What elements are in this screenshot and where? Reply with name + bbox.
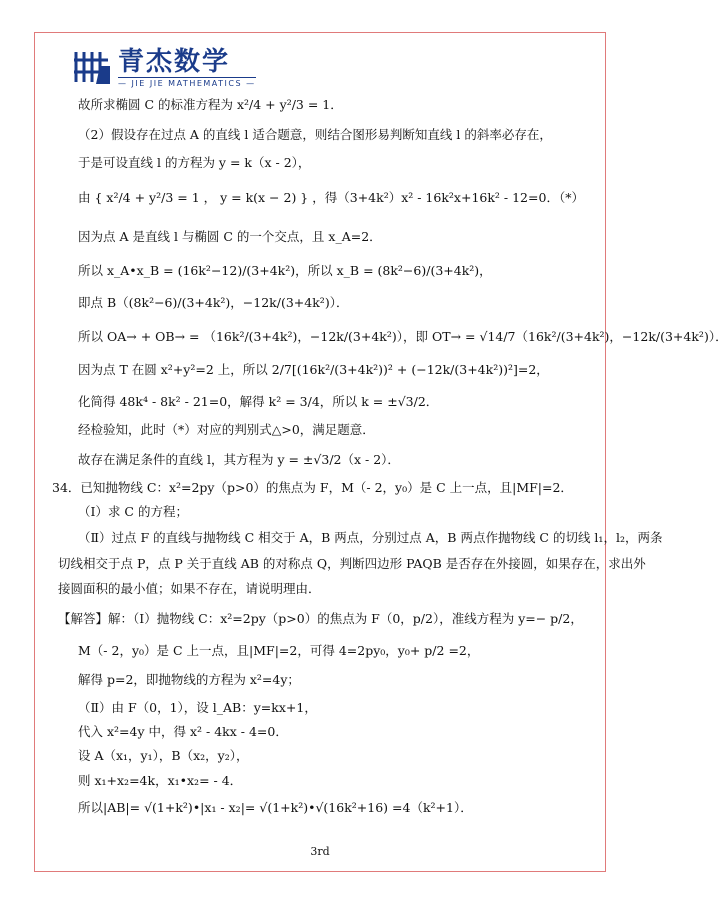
- logo-english-name: — JIE JIE MATHEMATICS —: [118, 78, 256, 88]
- line-08: 所以 OA→ + OB→ = （16k²/(3+4k²)，−12k/(3+4k²)），即 OT→ = √14/7（16k²/(3+4k²)，−12k/(3+4k²)）．: [78, 329, 728, 344]
- line-03: 于是可设直线 l 的方程为 y = k（x - 2），: [78, 155, 311, 170]
- logo: [70, 46, 256, 88]
- line-09: 因为点 T 在圆 x²+y²=2 上，所以 2/7[(16k²/(3+4k²))² + (−12k/(3+4k²))²]=2，: [78, 362, 549, 377]
- line-06: 所以 x_A•x_B = (16k²−12)/(3+4k²)，所以 x_B = (8k²−6)/(3+4k²)，: [78, 263, 492, 278]
- line-23: 设 A（x₁，y₁），B（x₂，y₂），: [78, 748, 249, 763]
- line-21: （Ⅱ）由 F（0，1），设 l_AB：y=kx+1，: [78, 700, 317, 715]
- line-13: 34．已知抛物线 C：x²=2py（p>0）的焦点为 F，M（- 2，y₀）是 C 上一点，且|MF|=2．: [52, 480, 573, 495]
- line-01: 故所求椭圆 C 的标准方程为 x²/4 + y²/3 = 1．: [78, 97, 343, 112]
- line-17: 接圆面积的最小值；如果不存在，请说明理由．: [58, 581, 321, 596]
- line-18: 【解答】解：（Ⅰ）抛物线 C：x²=2py（p>0）的焦点为 F（0，p/2），准线方程为 y=− p/2，: [58, 611, 583, 626]
- logo-chinese-name: 青杰数学: [118, 46, 231, 77]
- line-12: 故存在满足条件的直线 l，其方程为 y = ±√3/2（x - 2）．: [78, 452, 400, 467]
- line-05: 因为点 A 是直线 l 与椭圆 C 的一个交点，且 x_A=2．: [78, 229, 382, 244]
- line-02: （2）假设存在过点 A 的直线 l 适合题意，则结合图形易判断知直线 l 的斜率必存在，: [78, 127, 552, 142]
- line-25: 所以|AB|= √(1+k²)•|x₁ - x₂|= √(1+k²)•√(16k²+16) =4（k²+1）．: [78, 800, 473, 815]
- line-24: 则 x₁+x₂=4k，x₁•x₂= - 4．: [78, 773, 243, 788]
- line-15: （Ⅱ）过点 F 的直线与抛物线 C 相交于 A，B 两点，分别过点 A，B 两点作抛物线 C 的切线 l₁，l₂，两条: [78, 530, 663, 545]
- line-19: M（- 2，y₀）是 C 上一点，且|MF|=2，可得 4=2py₀，y₀+ p/2 =2，: [78, 643, 480, 658]
- line-11: 经检验知，此时（*）对应的判别式△>0，满足题意．: [78, 422, 375, 437]
- line-16: 切线相交于点 P，点 P 关于直线 AB 的对称点 Q，判断四边形 PAQB 是否存在外接圆，如果存在，求出外: [58, 556, 646, 571]
- line-04: 由 { x²/4 + y²/3 = 1 ， y = k(x − 2) } ，得（3+4k²）x² - 16k²x+16k² - 12=0．（*）: [78, 190, 584, 205]
- line-14: （Ⅰ）求 C 的方程；: [78, 504, 188, 519]
- line-22: 代入 x²=4y 中，得 x² - 4kx - 4=0．: [78, 724, 288, 739]
- line-10: 化简得 48k⁴ - 8k² - 21=0，解得 k² = 3/4，所以 k = ±√3/2．: [78, 394, 439, 409]
- line-07: 即点 B（(8k²−6)/(3+4k²)，−12k/(3+4k²)）．: [78, 295, 349, 310]
- logo-icon: [70, 46, 112, 88]
- page-number: 3rd: [310, 845, 330, 858]
- line-20: 解得 p=2，即抛物线的方程为 x²=4y；: [78, 672, 300, 687]
